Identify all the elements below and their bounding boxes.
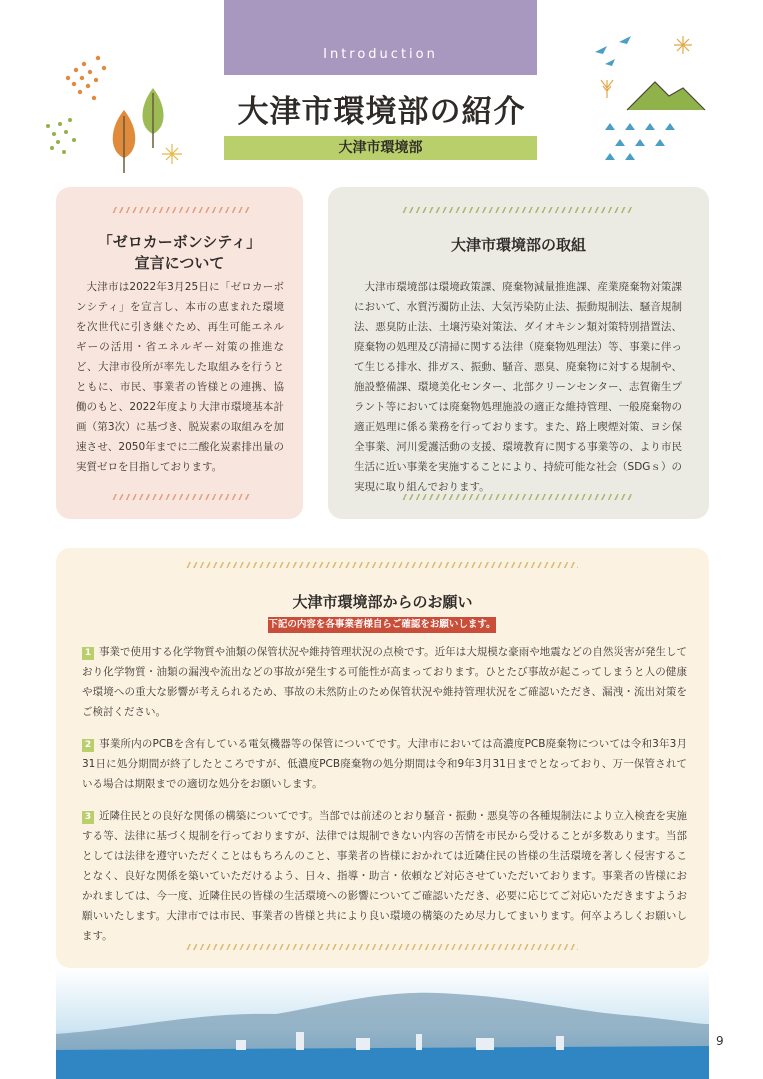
request-text: 近隣住民との良好な関係の構築についてです。当部では前述のとおり騒音・振動・悪臭等の各種規制法により立入検査を実施する等、法律に基づく規制を行っておりますが、法律では規制できない内容の苦情を市民から受けることが多数あります。当部としては法律を遵守いただくことはもちろんのこと、事業者の皆様におかれては近隣住民の皆様の生活環境を著しく侵害することなく、良好な関係を築いていただけるよう、日々、指導・助言・依頼など対応させていただいております。事業者の皆様におかれましては、今一度、近隣住民の皆様の生活環境への影響についてご確認いただき、必要に応じてご対応いただきますようお願いいたします。大津市では市民、事業者の皆様と共により良い環境の構築のため尽力してまいります。何卒よろしくお願いします。 (82, 810, 687, 942)
department-banner: 大津市環境部 (224, 136, 537, 160)
request-text: 事業で使用する化学物質や油類の保管状況や維持管理状況の点検です。近年は大規模な豪雨や地震などの自然災害が発生しており化学物質・油類の漏洩や流出などの事故が発生する可能性が高まっております。ひとたび事故が起こってしまうと人の健康や環境への重大な影響が考えられるため、事故の未然防止のため保管状況や維持管理状況をご確認いただき、漏洩・流出対策をご検討ください。 (82, 646, 687, 718)
hatch-divider (186, 562, 578, 568)
request-banner: 下記の内容を各事業者様自らご確認をお願いします。 (268, 617, 496, 633)
birds-mountains-illustration (575, 30, 715, 170)
requests-card (56, 548, 709, 968)
request-item-1 (82, 642, 687, 722)
request-number: 1 (82, 647, 94, 660)
page-number: 9 (716, 1034, 724, 1048)
hatch-divider (112, 494, 250, 500)
hatch-divider (112, 207, 250, 213)
intro-label: Introduction (323, 47, 438, 62)
request-item-2 (82, 734, 687, 794)
request-list (82, 642, 687, 946)
request-number: 2 (82, 739, 94, 752)
request-number: 3 (82, 811, 94, 824)
requests-title: 大津市環境部からのお願い (292, 593, 473, 611)
request-text: 事業所内のPCBを含有している電気機器等の保管についてです。大津市においては高濃度PCB廃棄物については令和3年3月31日に処分期間が終了したところですが、低濃度PCB廃棄物の処分期間は令和9年3月31日までとなっており、万一保管されている場合は期限までの適切な処分をお願いします。 (82, 738, 687, 790)
request-item-3 (82, 806, 687, 946)
zero-carbon-body: 大津市は2022年3月25日に「ゼロカーボンシティ」を宣言し、本市の恵まれた環境を次世代に引き継ぐため、再生可能エネルギーの活用・省エネルギー対策の推進など、大津市役所が率先した取組みを行うとともに、市民、事業者の皆様との連携、協働のもと、2022年度より大津市環境基本計画（第3次）に基づき、脱炭素の取組みを加速させ、2050年までに二酸化炭素排出量の実質ゼロを目指しております。 (76, 281, 284, 473)
zero-carbon-card (56, 187, 303, 519)
hatch-divider (402, 494, 634, 500)
zero-carbon-title (56, 232, 303, 274)
zero-carbon-title-line2: 宣言について (134, 254, 225, 272)
efforts-title: 大津市環境部の取組 (450, 236, 586, 254)
efforts-card (328, 187, 709, 519)
lake-scenery-image (56, 968, 709, 1079)
hatch-divider (186, 944, 578, 950)
intro-tab (224, 0, 537, 75)
zero-carbon-title-line1: 「ゼロカーボンシティ」 (97, 233, 262, 251)
page-title: 大津市環境部の紹介 (237, 94, 526, 130)
efforts-body: 大津市環境部は環境政策課、廃棄物減量推進課、産業廃棄物対策課において、水質汚濁防止法、大気汚染防止法、振動規制法、騒音規制法、悪臭防止法、土壌汚染対策法、ダイオキシン類対策特別措置法、廃棄物の処理及び清掃に関する法律（廃棄物処理法）等、事業に伴って生じる排水、排ガス、振動、騒音、悪臭、廃棄物に対する規制や、施設整備課、環境美化センター、北部クリーンセンター、志賀衛生プラント等においては廃棄物処理施設の適正な維持管理、一般廃棄物の適正処理に係る業務を行っております。また、路上喫煙対策、ヨシ保全事業、河川愛護活動の支援、環境教育に関する事業等の、より市民生活に近い事業を実施することにより、持続可能な社会（SDGｓ）の実現に取り組んでおります。 (354, 281, 682, 493)
trees-illustration (38, 38, 188, 178)
hatch-divider (402, 207, 634, 213)
